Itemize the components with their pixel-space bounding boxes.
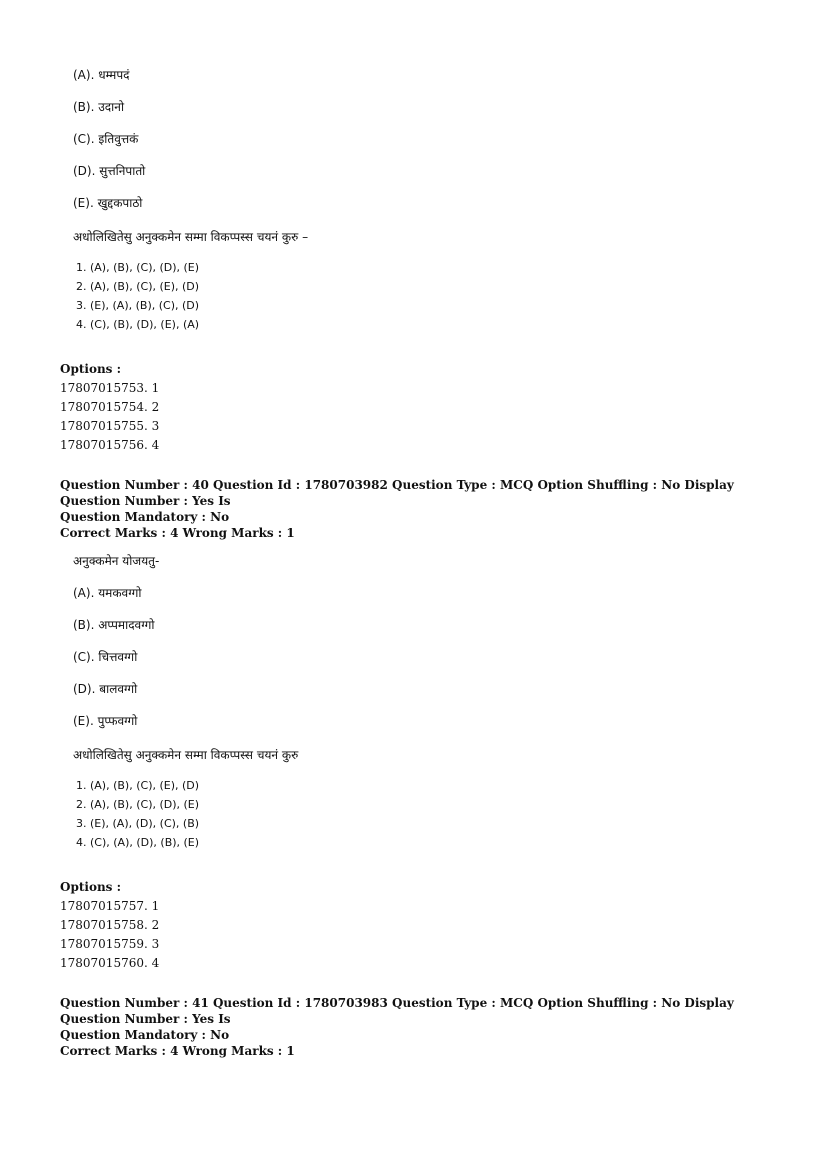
q41-marks: Correct Marks : 4 Wrong Marks : 1 <box>60 1044 295 1058</box>
q40-prompt: अनुक्कमेन योजयतु- <box>73 554 160 568</box>
q40-instruction: अधोलिखितेसु अनुक्कमेन सम्मा विकप्पस्स चयनं कुरु <box>73 748 299 762</box>
q41-meta-line1: Question Number : 41 Question Id : 1780703983 Question Type : MCQ Option Shuffling : No Display Question Number : Yes Is <box>60 996 734 1026</box>
q40-item-a: (A). यमकवग्गो <box>73 586 142 600</box>
q40-answer-1: 1. (A), (B), (C), (E), (D) <box>76 779 200 792</box>
q40-marks: Correct Marks : 4 Wrong Marks : 1 <box>60 526 295 540</box>
q40-answer-4: 4. (C), (A), (D), (B), (E) <box>76 836 200 849</box>
q39-option-4: 17807015756. 4 <box>60 438 160 452</box>
q39-answer-3: 3. (E), (A), (B), (C), (D) <box>76 299 200 312</box>
q40-answer-3: 3. (E), (A), (D), (C), (B) <box>76 817 200 830</box>
q39-item-b: (B). उदानो <box>73 100 125 114</box>
q39-item-a: (A). धम्मपदं <box>73 68 130 82</box>
q40-option-1: 17807015757. 1 <box>60 899 160 913</box>
q39-options <box>60 362 159 457</box>
q39-answer-list <box>73 260 308 336</box>
q39-option-1: 17807015753. 1 <box>60 381 160 395</box>
q39-answer-2: 2. (A), (B), (C), (E), (D) <box>76 280 200 293</box>
q40-options-title: Options : <box>60 880 122 894</box>
q39-instruction: अधोलिखितेसु अनुक्कमेन सम्मा विकप्पस्स चयनं कुरु – <box>73 230 309 244</box>
q40-meta-line2: Question Mandatory : No <box>60 510 230 524</box>
q39-option-3: 17807015755. 3 <box>60 419 160 433</box>
q41-meta-line2: Question Mandatory : No <box>60 1028 230 1042</box>
q40-answer-list <box>73 778 298 854</box>
q40-item-d: (D). बालवग्गो <box>73 682 138 696</box>
q39-item-e: (E). खुद्दकपाठो <box>73 196 143 210</box>
q39-item-d: (D). सुत्तनिपातो <box>73 164 146 178</box>
q40-item-b: (B). अप्पमादवग्गो <box>73 618 155 632</box>
q39-option-2: 17807015754. 2 <box>60 400 160 414</box>
q40-item-c: (C). चित्तवग्गो <box>73 650 138 664</box>
q39-options-title: Options : <box>60 362 122 376</box>
q41-meta <box>60 995 760 1059</box>
q40-item-e: (E). पुप्फवग्गो <box>73 714 138 728</box>
q40-meta-line1: Question Number : 40 Question Id : 1780703982 Question Type : MCQ Option Shuffling : No Display Question Number : Yes Is <box>60 478 734 508</box>
q39-item-c: (C). इतिवुत्तकं <box>73 132 139 146</box>
q40-meta <box>60 477 760 541</box>
q40-items <box>73 554 298 854</box>
q40-options <box>60 880 159 975</box>
q39-answer-4: 4. (C), (B), (D), (E), (A) <box>76 318 200 331</box>
q39-items <box>73 68 308 336</box>
q40-option-2: 17807015758. 2 <box>60 918 160 932</box>
q40-option-3: 17807015759. 3 <box>60 937 160 951</box>
q39-answer-1: 1. (A), (B), (C), (D), (E) <box>76 261 200 274</box>
q40-answer-2: 2. (A), (B), (C), (D), (E) <box>76 798 200 811</box>
q40-option-4: 17807015760. 4 <box>60 956 160 970</box>
